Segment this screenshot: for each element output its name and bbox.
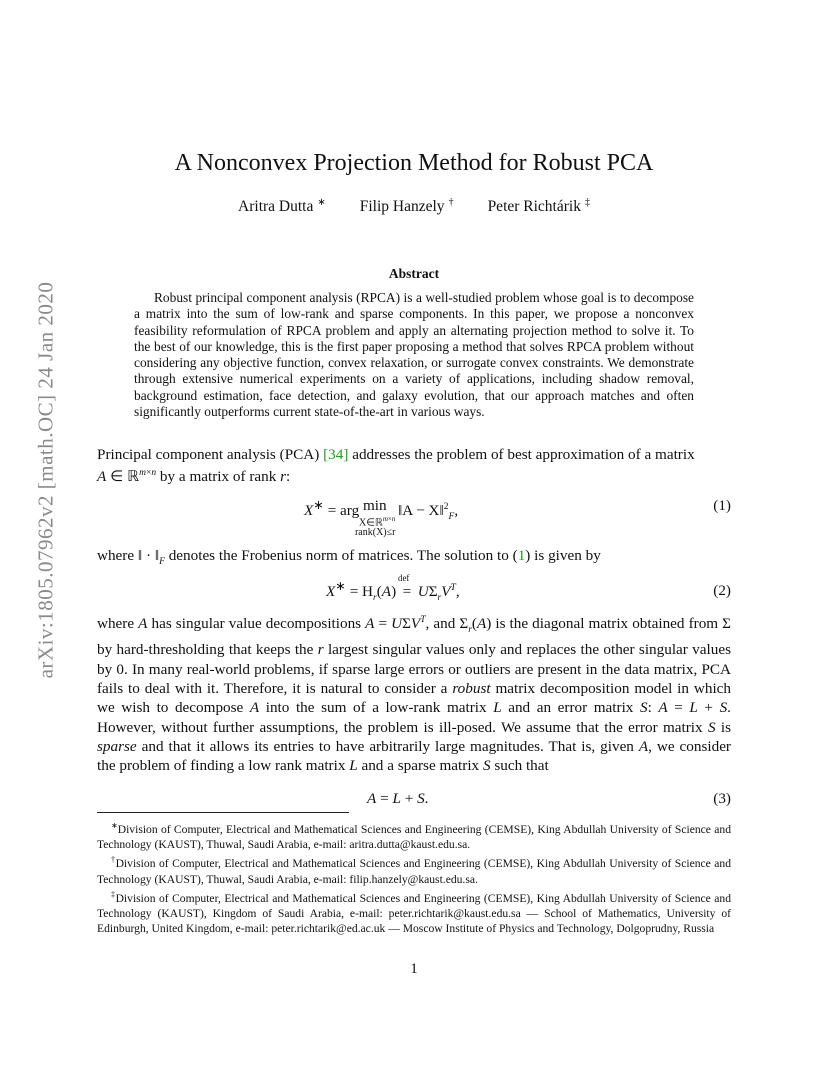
author: Peter Richtárik ‡: [487, 197, 590, 216]
body-paragraph: where A has singular value decompositions $A = U\Sigma V^T$, and $\Sigma_r(A)$ is the diagonal matrix obtained from Σ by hard-thresholding that keeps the r largest singular values only and replaces the other singular values by 0. In many real-world problems, if sparse large errors or outliers are present in the data matrix, PCA fails to deal with it. Therefore, it is natural to consider a robust matrix decomposition model in which we wish to decompose A into the sum of a low-rank matrix L and an error matrix S: A = L + S. However, without further assumptions, the problem is ill-posed. We assume that the error matrix S is sparse and that it allows its entries to have arbitrarily large magnitudes. That is, given A, we consider the problem of finding a low rank matrix L and a sparse matrix S such that: [97, 615, 731, 775]
equation-number-2: (2): [713, 582, 731, 599]
equation-number-1: (1): [713, 497, 731, 514]
author-list: [0, 197, 828, 216]
equation-2: $X^∗ = H_r(A)$ = def $U\Sigma_rV^T$,: [326, 573, 460, 604]
equation-number-3: (3): [713, 790, 731, 807]
equation-ref-link[interactable]: 1: [517, 547, 526, 564]
footnote: ∗Division of Computer, Electrical and Mathematical Sciences and Engineering (CEMSE), King Abdullah University of Science and Technology (KAUST), Thuwal, Saudi Arabia, e-mail: aritra.dutta@kaust.edu.sa.: [97, 821, 731, 852]
arxiv-stamp-text: arXiv:1805.07962v2 [math.OC] 24 Jan 2020: [33, 281, 58, 679]
equation-1: X∗ = arg min X∈ℝ$^{m\times n}$ rank(X)≤r ‖A − X‖$^2_F$,: [304, 497, 459, 538]
paper-title: A Nonconvex Projection Method for Robust PCA: [174, 150, 654, 176]
page-number: 1: [410, 961, 418, 977]
footnote: †Division of Computer, Electrical and Mathematical Sciences and Engineering (CEMSE), King Abdullah University of Science and Technology (KAUST), Thuwal, Saudi Arabia, e-mail: filip.hanzely@kaust.edu.sa.: [97, 855, 731, 886]
equation-3: A = L + S.: [367, 790, 429, 807]
intro-paragraph: Principal component analysis (PCA) [34] addresses the problem of best approximation of a matrix A ∈ ℝ$^{m\times n}$ by a matrix of rank r:: [97, 446, 695, 486]
abstract-text: Robust principal component analysis (RPCA) is a well-studied problem whose goal is to decompose a matrix into the sum of low-rank and sparse components. In this paper, we propose a nonconvex feasibility reformulation of RPCA problem and apply an alternating projection method to solve it. To the best of our knowledge, this is the first paper proposing a method that solves RPCA problem without considering any objective function, convex relaxation, or surrogate convex constraints. We demonstrate through extensive numerical experiments on a variety of applications, including shadow removal, background estimation, face detection, and galaxy evolution, that our approach matches and often significantly outperforms current state-of-the-art in various ways.: [134, 290, 694, 420]
footnotes: [97, 818, 731, 937]
arxiv-stamp: [24, 270, 68, 690]
abstract-heading: Abstract: [388, 266, 440, 281]
footnote: ‡Division of Computer, Electrical and Mathematical Sciences and Engineering (CEMSE), King Abdullah University of Science and Technology (KAUST), Kingdom of Saudi Arabia, e-mail: peter.richtarik@kaust.edu.sa — School of Mathematics, University of Edinburgh, United Kingdom, e-mail: peter.richtarik@ed.ac.uk — Moscow Institute of Physics and Technology, Dolgoprudny, Russia: [97, 889, 731, 936]
author: Filip Hanzely †: [359, 197, 454, 216]
footnote-rule: [97, 812, 349, 813]
author: Aritra Dutta ∗: [238, 197, 326, 216]
citation-link[interactable]: [34]: [323, 446, 349, 463]
body-paragraph: where ‖ · $‖_F$ denotes the Frobenius norm of matrices. The solution to (1) is given by: [97, 547, 601, 568]
